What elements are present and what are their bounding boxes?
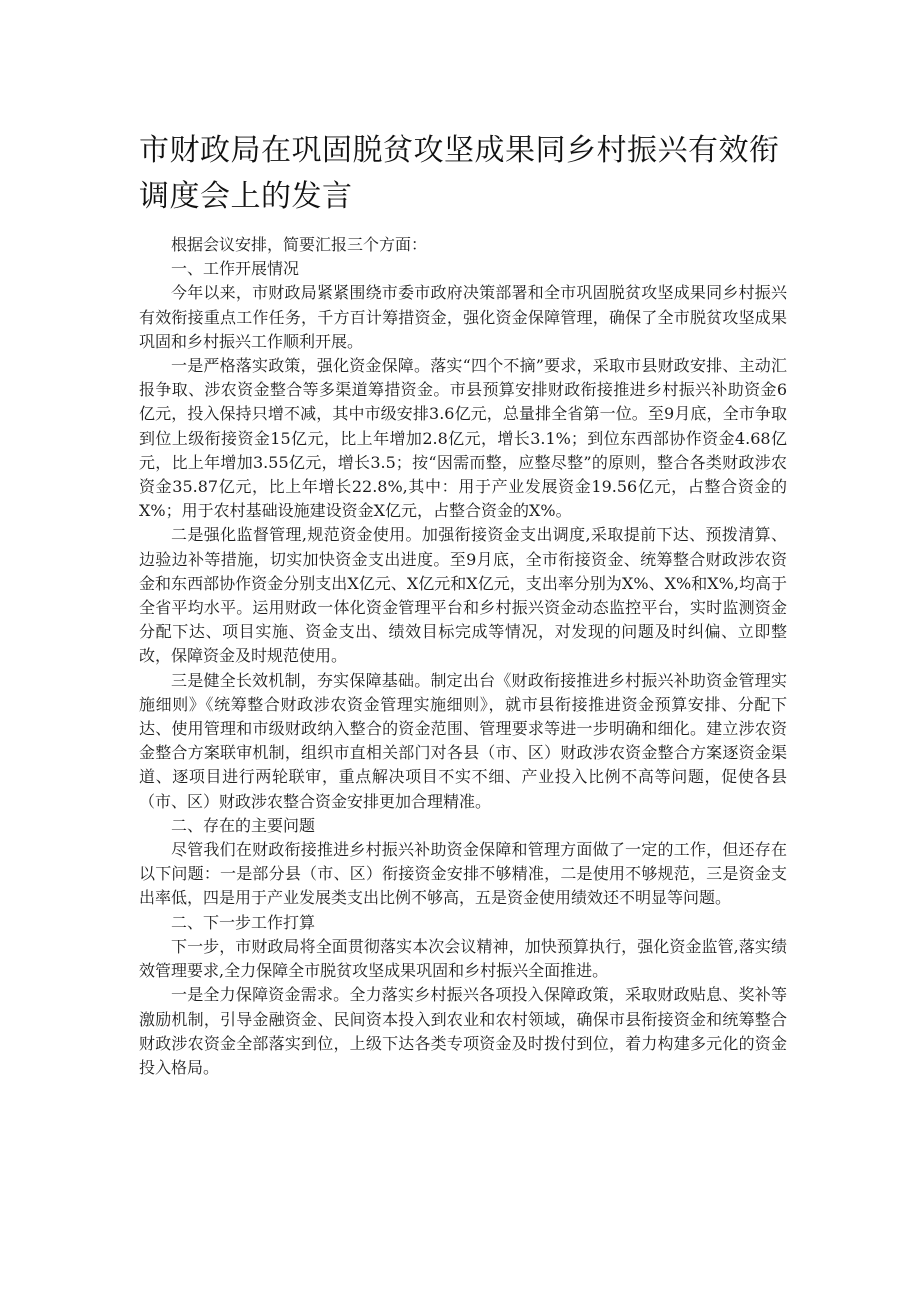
section-heading-work-progress: 一、工作开展情况 (171, 259, 300, 279)
paragraph-policy-funding: 一是严格落实政策，强化资金保障。落实“四个不摘”要求，采取市县财政安排、主动汇报争取、涉农资金整合等多渠道筹措资金。市县预算安排财政衔接推进乡村振兴补助资金6亿元，投入保持只增不减，其中市级安排3.6亿元，总量排全省第一位。至9月底，全市争取到位上级衔接资金15亿元，比上年增加2.8亿元，增长3.1%；到位东西部协作资金4.68亿元，比上年增加3.55亿元，增长3.5；按“因需而整，应整尽整”的原则，整合各类财政涉农资金35.87亿元，比上年增长22.8%,其中：用于产业发展资金19.56亿元，占整合资金的X%；用于农村基础设施建设资金X亿元，占整合资金的X%。 (139, 356, 787, 521)
paragraph-mechanism: 三是健全长效机制，夯实保障基础。制定出台《财政衔接推进乡村振兴补助资金管理实施细则》《统筹整合财政涉农资金管理实施细则》，就市县衔接推进资金预算安排、分配下达、使用管理和市级财政纳入整合的资金范围、管理要求等进一步明确和细化。建立涉农资金整合方案联审机制，组织市直相关部门对各县（市、区）财政涉农资金整合方案逐资金渠道、逐项目进行两轮联审，重点解决项目不实不细、产业投入比例不高等问题，促使各县（市、区）财政涉农整合资金安排更加合理精准。 (139, 670, 787, 811)
paragraph-overview: 今年以来，市财政局紧紧围绕市委市政府决策部署和全市巩固脱贫攻坚成果同乡村振兴有效衔接重点工作任务，千方百计筹措资金，强化资金保障管理，确保了全市脱贫攻坚成果巩固和乡村振兴工作顺利开展。 (139, 283, 787, 351)
paragraph-problems: 尽管我们在财政衔接推进乡村振兴补助资金保障和管理方面做了一定的工作，但还存在以下问题：一是部分县（市、区）衔接资金安排不够精准，二是使用不够规范，三是资金支出率低，四是用于产业发展类支出比例不够高，五是资金使用绩效还不明显等问题。 (139, 840, 787, 908)
paragraph-funding-guarantee: 一是全力保障资金需求。全力落实乡村振兴各项投入保障政策，采取财政贴息、奖补等激励机制，引导金融资金、民间资本投入到农业和农村领域，确保市县衔接资金和统筹整合财政涉农资金全部落实到位，上级下达各类专项资金及时拨付到位，着力构建多元化的资金投入格局。 (139, 985, 787, 1077)
paragraph-next-steps: 下一步，市财政局将全面贯彻落实本次会议精神，加快预算执行，强化资金监管,落实绩效管理要求,全力保障全市脱贫攻坚成果巩固和乡村振兴全面推进。 (139, 936, 787, 981)
document-body (139, 233, 787, 1080)
section-heading-problems: 二、存在的主要问题 (171, 815, 316, 835)
paragraph-intro: 根据会议安排，简要汇报三个方面： (171, 235, 428, 254)
paragraph-supervision: 二是强化监督管理,规范资金使用。加强衔接资金支出调度,采取提前下达、预拨清算、边验边补等措施，切实加快资金支出进度。至9月底，全市衔接资金、统筹整合财政涉农资金和东西部协作资金分别支出X亿元、X亿元和X亿元，支出率分别为X%、X%和X%,均高于全省平均水平。运用财政一体化资金管理平台和乡村振兴资金动态监控平台，实时监测资金分配下达、项目实施、资金支出、绩效目标完成等情况，对发现的问题及时纠偏、立即整改，保障资金及时规范使用。 (139, 525, 787, 666)
document-title: 市财政局在巩固脱贫攻坚成果同乡村振兴有效衔调度会上的发言 (139, 133, 780, 214)
section-heading-next-steps: 二、下一步工作打算 (171, 912, 316, 932)
